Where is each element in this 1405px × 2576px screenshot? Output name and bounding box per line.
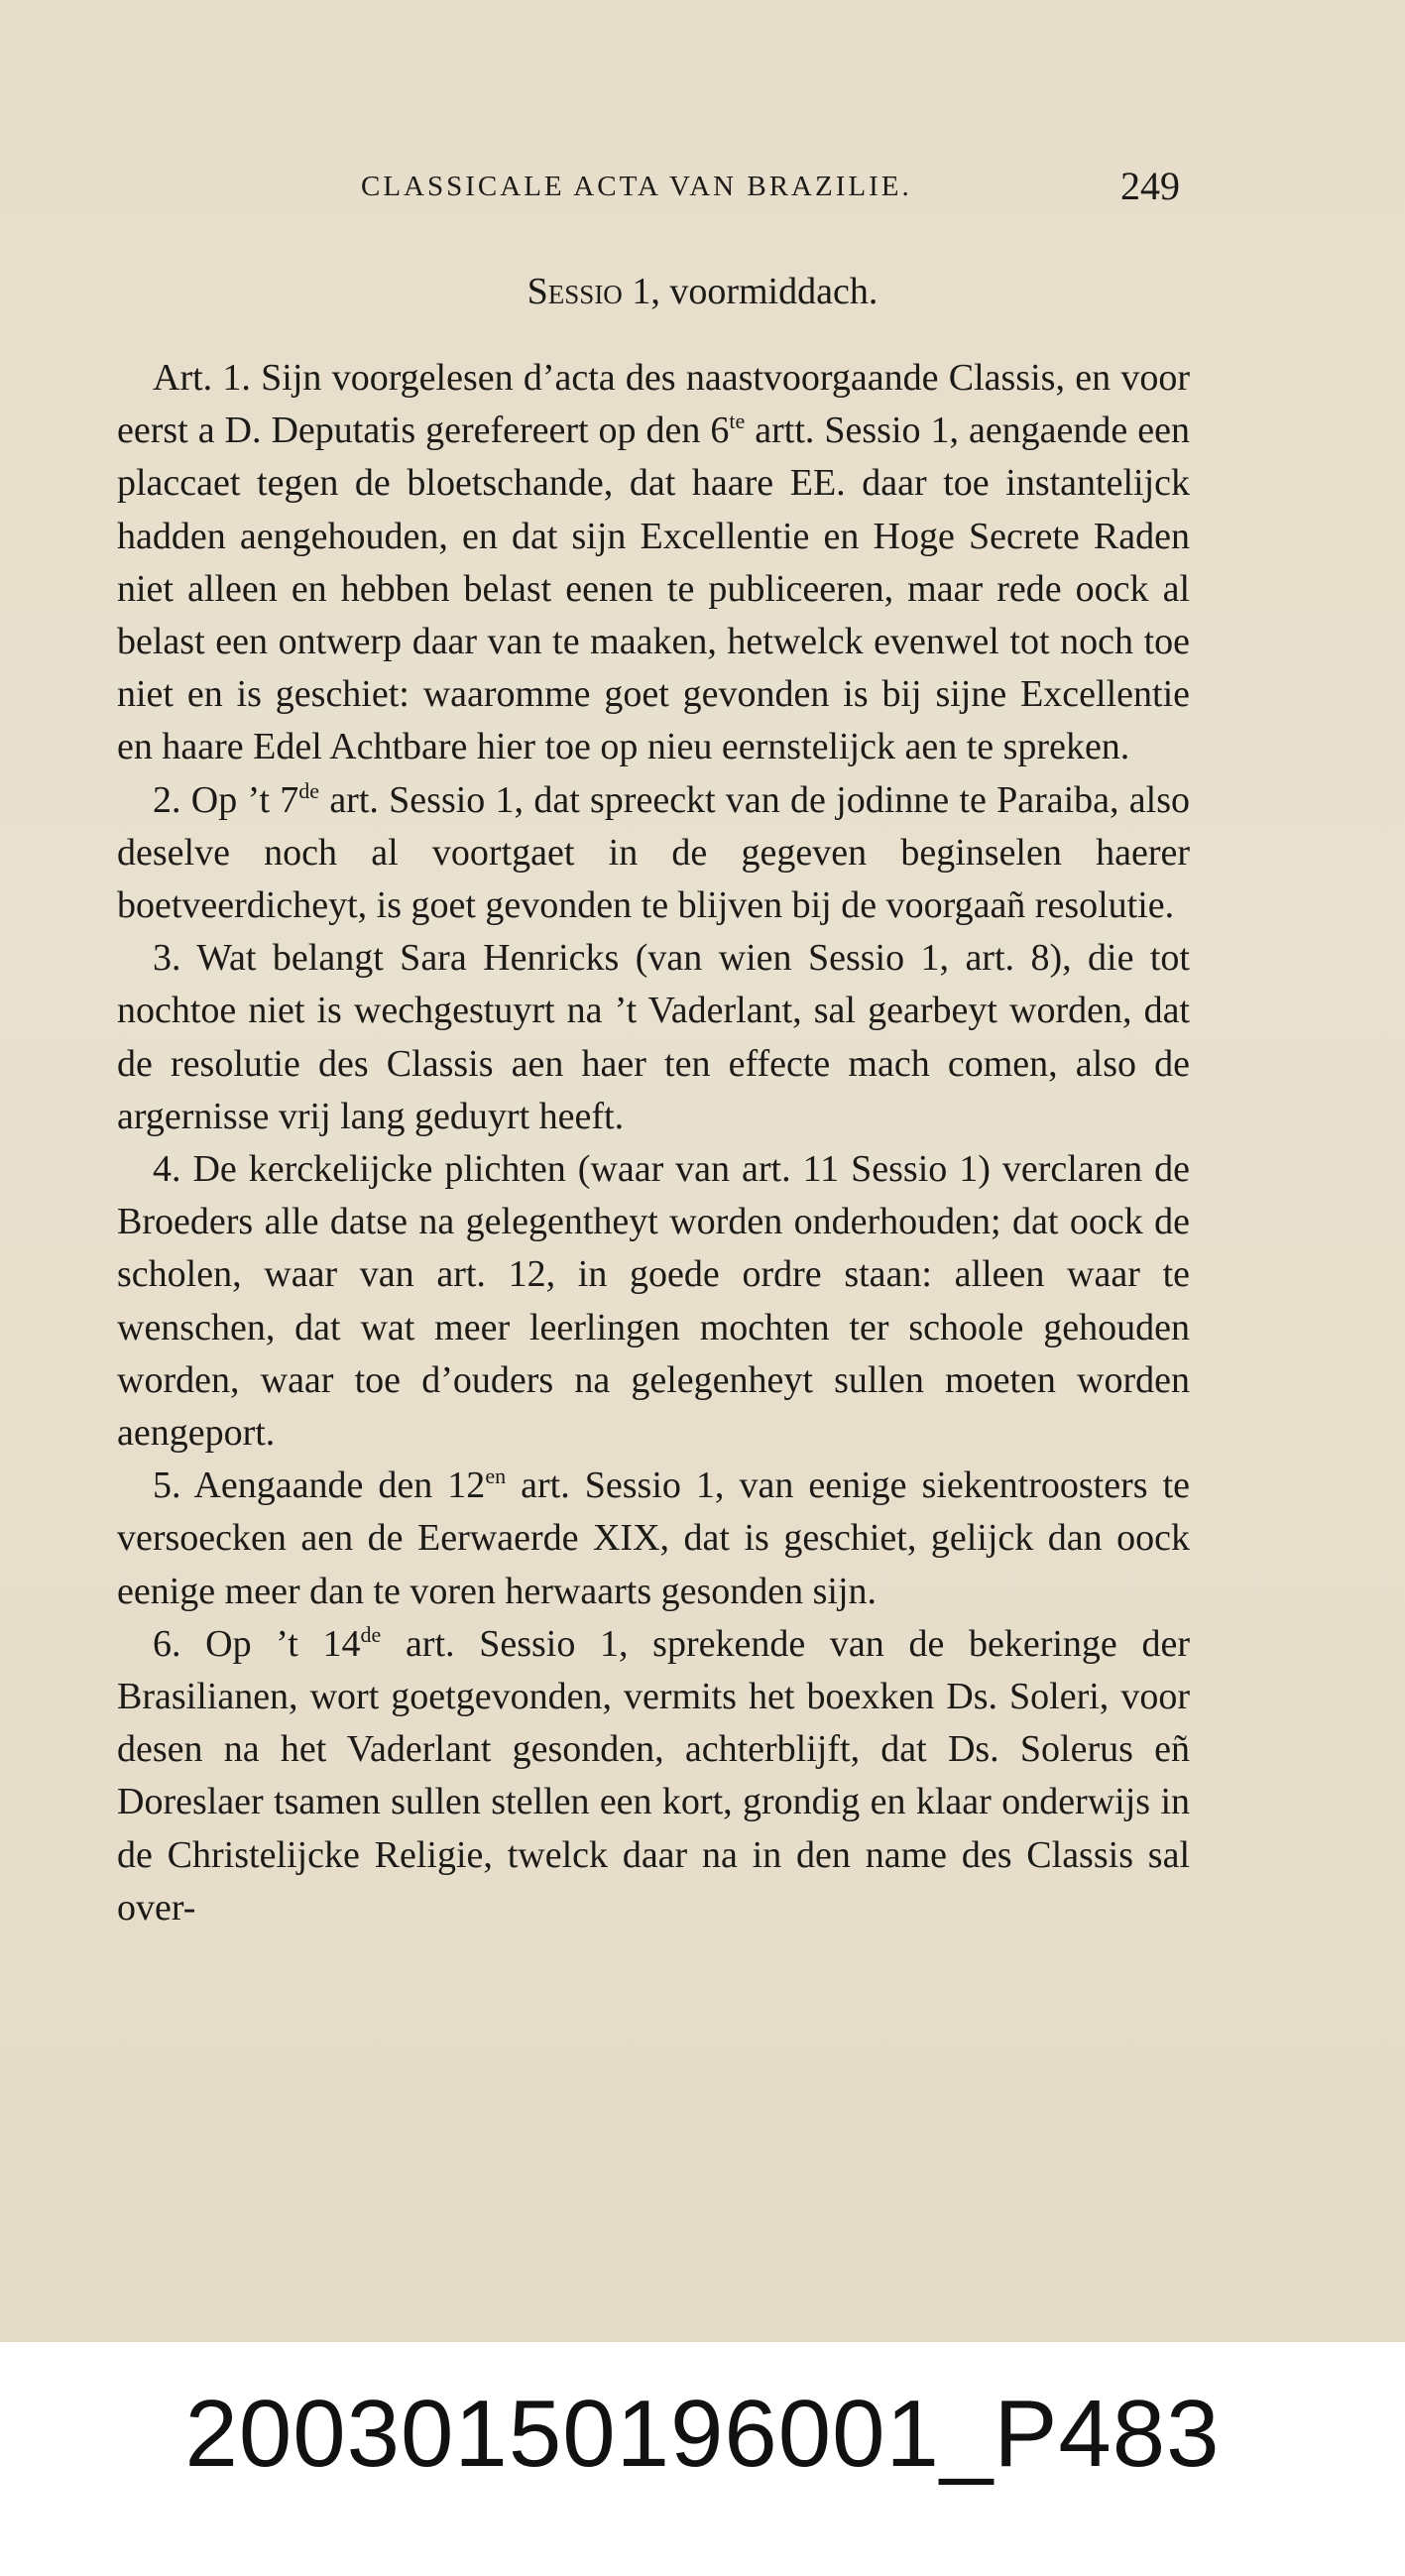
article-2-superscript: de (298, 777, 320, 803)
session-heading (0, 270, 1405, 313)
page-number: 249 (1120, 164, 1180, 208)
session-rest: 1, voormiddach. (622, 271, 878, 312)
article-1-superscript: te (729, 409, 746, 434)
article-3 (117, 932, 1190, 1143)
article-5 (117, 1460, 1190, 1618)
article-6-text: 6. Op ’t 14 (153, 1622, 361, 1665)
article-5-text: 5. Aengaande den 12 (153, 1464, 486, 1507)
running-head (117, 159, 1180, 218)
body-text (117, 352, 1190, 1934)
article-1-text-continued: artt. Sessio 1, aengaende een placcaet tegen de bloetschande, dat haare EE. daar toe instantelijck hadden aengehouden, en dat sijn Excellentie en Hoge Secrete Raden niet alleen en hebben belast eenen te publiceeren, maar rede oock al belast een ontwerp daar van te maaken, hetwelck evenwel tot noch toe niet en is geschiet: waaromme goet gevonden is bij sijne Excellentie en haare Edel Achtbare hier toe op nieu eernstelijck aen te spreken. (117, 410, 1190, 768)
article-4 (117, 1143, 1190, 1460)
running-title: CLASSICALE ACTA VAN BRAZILIE. (361, 171, 912, 202)
article-1 (117, 352, 1190, 774)
session-label: Sessio (527, 271, 623, 312)
barcode-label: 20030150196001_P483 (184, 2381, 1221, 2487)
article-2-text: 2. Op ’t 7 (153, 778, 299, 821)
article-1-text: Art. 1. Sijn voorgelesen d’acta des naastvoorgaande Classis, en voor eerst a D. Deputatis gerefereert op den 6 (117, 357, 1190, 452)
article-6-superscript: de (360, 1621, 382, 1647)
article-5-superscript: en (485, 1464, 507, 1489)
article-2 (117, 774, 1190, 933)
article-6 (117, 1618, 1190, 1934)
article-2-text-continued: art. Sessio 1, dat spreeckt van de jodinne te Paraiba, also deselve noch al voortgaet in de gegeven beginselen haerer boetveerdicheyt, is goet gevonden te blijven bij de voorgaañ resolutie. (117, 778, 1191, 927)
article-6-text-continued: art. Sessio 1, sprekende van de bekeringe der Brasilianen, wort goetgevonden, vermits het boexken Ds. Soleri, voor desen na het Vaderlant gesonden, achterblijft, dat Ds. Solerus eñ Doreslaer tsamen sullen stellen een kort, grondig en klaar onderwijs in de Christelijcke Religie, twelck daar na in den name des Classis sal over- (117, 1622, 1190, 1929)
article-3-text: 3. Wat belangt Sara Henricks (van wien Sessio 1, art. 8), die tot nochtoe niet is wechgestuyrt na ’t Vaderlant, sal gearbeyt worden, dat de resolutie des Classis aen haer ten effecte mach comen, also de argernisse vrij lang geduyrt heeft. (117, 937, 1190, 1137)
article-4-text: 4. De kerckelijcke plichten (waar van art. 11 Sessio 1) verclaren de Broeders alle datse na gelegentheyt worden onderhouden; dat oock de scholen, waar van art. 12, in goede ordre staan: alleen waar te wenschen, dat wat meer leerlingen mochten ter schoole gehouden worden, waar toe d’ouders na gelegenheyt sullen moeten worden aengeport. (117, 1148, 1190, 1455)
article-5-text-continued: art. Sessio 1, van eenige siekentroosters te versoecken aen de Eerwaerde XIX, dat is geschiet, gelijck dan oock eenige meer dan te voren herwaarts gesonden sijn. (117, 1464, 1190, 1612)
